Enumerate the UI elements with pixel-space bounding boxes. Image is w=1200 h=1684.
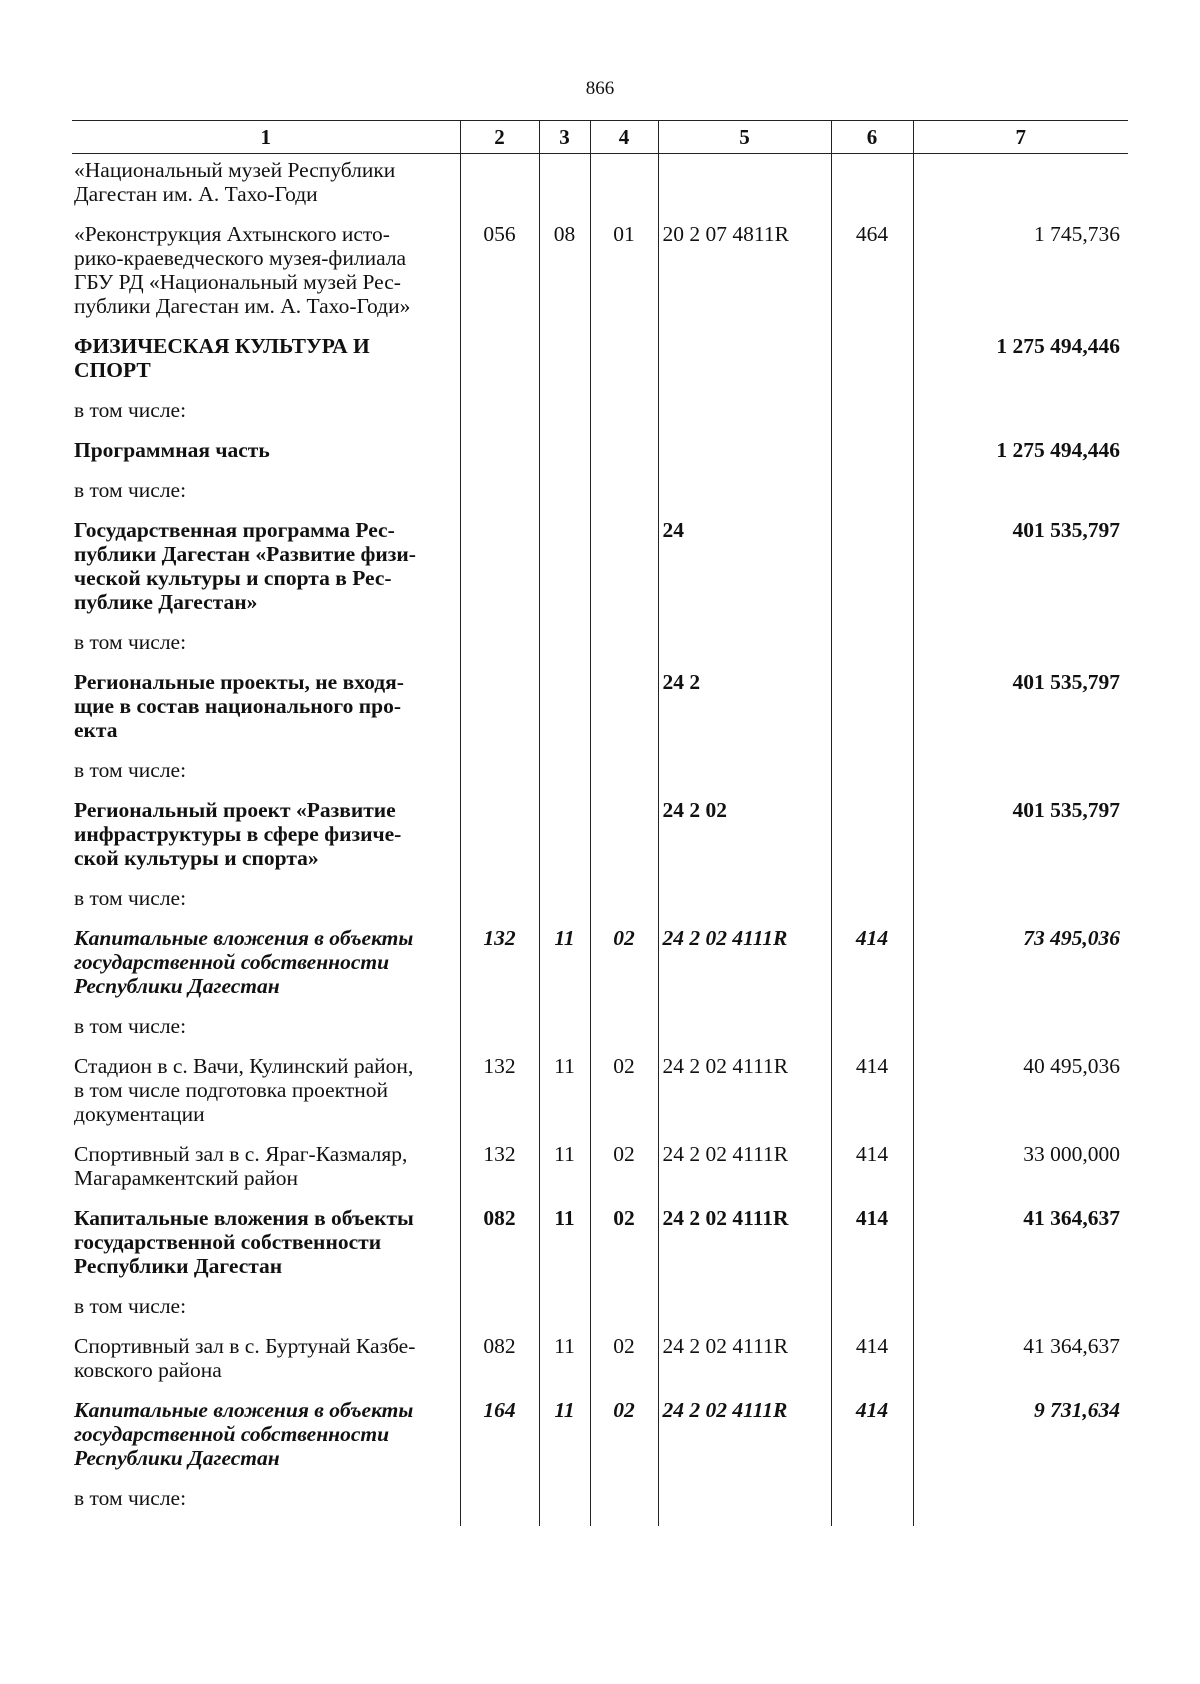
cell-amount <box>913 926 1128 1014</box>
cell-amount <box>913 438 1128 478</box>
cell-subsection <box>590 630 658 670</box>
cell-amount-text: 1 745,736 <box>1034 222 1120 246</box>
cell-expense-type <box>831 1206 913 1294</box>
cell-expense-type <box>831 518 913 630</box>
cell-subsection <box>590 758 658 798</box>
cell-amount <box>913 1294 1128 1334</box>
cell-amount <box>913 1014 1128 1054</box>
cell-expense-type <box>831 154 913 223</box>
cell-subsection-text: 02 <box>613 1334 635 1358</box>
cell-amount <box>913 1206 1128 1294</box>
cell-amount <box>913 886 1128 926</box>
row-label <box>72 154 460 223</box>
cell-target-article <box>658 1398 831 1486</box>
cell-ministry-code <box>460 798 539 886</box>
row-label-text: Региональный проект «Развитие инфраструктуры в сфере физиче- ской культуры и спорта» <box>74 798 402 870</box>
cell-expense-type <box>831 758 913 798</box>
table-row <box>72 670 1128 758</box>
cell-subsection-text: 02 <box>613 1206 635 1230</box>
cell-subsection-text: 02 <box>613 1398 635 1422</box>
cell-target-article <box>658 334 831 398</box>
cell-subsection <box>590 926 658 1014</box>
cell-target-article <box>658 398 831 438</box>
header-col-2: 2 <box>460 121 539 154</box>
cell-target-article <box>658 630 831 670</box>
cell-subsection <box>590 1206 658 1294</box>
cell-expense-type-text: 414 <box>855 926 889 950</box>
cell-section-text: 11 <box>554 1142 575 1166</box>
header-col-1: 1 <box>72 121 460 154</box>
cell-section <box>539 670 590 758</box>
cell-target-article <box>658 1142 831 1206</box>
cell-amount <box>913 398 1128 438</box>
header-col-7: 7 <box>913 121 1128 154</box>
row-label-text: в том числе: <box>74 758 187 782</box>
cell-expense-type-text: 414 <box>855 1334 889 1358</box>
cell-subsection <box>590 1334 658 1398</box>
cell-target-article-text: 24 2 02 4111R <box>662 1334 789 1358</box>
header-col-5: 5 <box>658 121 831 154</box>
cell-expense-type <box>831 1142 913 1206</box>
cell-subsection-text: 02 <box>613 1142 635 1166</box>
cell-ministry-code <box>460 1294 539 1334</box>
cell-section-text: 11 <box>554 926 575 950</box>
row-label-text: ФИЗИЧЕСКАЯ КУЛЬТУРА И СПОРТ <box>74 334 370 382</box>
row-label <box>72 334 460 398</box>
cell-ministry-code <box>460 630 539 670</box>
cell-ministry-code <box>460 1486 539 1526</box>
cell-target-article-text: 24 2 <box>662 670 701 694</box>
row-label <box>72 630 460 670</box>
row-label <box>72 670 460 758</box>
cell-target-article <box>658 1334 831 1398</box>
cell-amount <box>913 154 1128 223</box>
cell-amount-text: 33 000,000 <box>1023 1142 1120 1166</box>
row-label-text: Программная часть <box>74 438 270 462</box>
cell-ministry-code <box>460 1334 539 1398</box>
header-col-4: 4 <box>590 121 658 154</box>
cell-ministry-code <box>460 1054 539 1142</box>
row-label <box>72 222 460 334</box>
cell-expense-type <box>831 798 913 886</box>
cell-target-article-text: 24 2 02 4111R <box>662 1206 789 1230</box>
cell-subsection <box>590 334 658 398</box>
row-label-text: в том числе: <box>74 398 187 422</box>
cell-amount-text: 73 495,036 <box>1023 926 1120 950</box>
cell-ministry-code-text: 132 <box>483 1142 516 1166</box>
cell-expense-type-text: 464 <box>855 222 889 246</box>
row-label <box>72 758 460 798</box>
cell-amount-text: 401 535,797 <box>1012 670 1120 694</box>
row-label <box>72 1142 460 1206</box>
cell-expense-type <box>831 926 913 1014</box>
row-label <box>72 1334 460 1398</box>
cell-ministry-code <box>460 154 539 223</box>
cell-amount-text: 9 731,634 <box>1034 1398 1120 1422</box>
cell-target-article <box>658 1294 831 1334</box>
budget-table <box>72 120 1128 1526</box>
cell-amount <box>913 334 1128 398</box>
cell-ministry-code-text: 056 <box>483 222 516 246</box>
cell-section <box>539 518 590 630</box>
row-label <box>72 518 460 630</box>
cell-target-article <box>658 1054 831 1142</box>
cell-amount-text: 1 275 494,446 <box>996 438 1120 462</box>
cell-target-article <box>658 1206 831 1294</box>
cell-target-article <box>658 154 831 223</box>
cell-section <box>539 798 590 886</box>
cell-amount <box>913 1486 1128 1526</box>
cell-subsection <box>590 438 658 478</box>
cell-section-text: 11 <box>554 1334 575 1358</box>
table-row <box>72 478 1128 518</box>
row-label-text: «Национальный музей Республики Дагестан им. А. Тахо-Годи <box>74 158 396 206</box>
cell-target-article <box>658 518 831 630</box>
cell-target-article-text: 24 2 02 4111R <box>662 1142 789 1166</box>
table-row <box>72 334 1128 398</box>
cell-target-article <box>658 798 831 886</box>
cell-amount <box>913 670 1128 758</box>
cell-expense-type <box>831 886 913 926</box>
row-label-text: в том числе: <box>74 1294 187 1318</box>
cell-amount <box>913 1398 1128 1486</box>
row-label <box>72 1398 460 1486</box>
cell-target-article-text: 24 2 02 <box>662 798 727 822</box>
table-header <box>72 121 1128 154</box>
cell-amount <box>913 1334 1128 1398</box>
cell-section <box>539 222 590 334</box>
row-label-text: в том числе: <box>74 1486 187 1510</box>
cell-expense-type <box>831 670 913 758</box>
cell-ministry-code <box>460 886 539 926</box>
row-label <box>72 798 460 886</box>
cell-expense-type-text: 414 <box>855 1054 889 1078</box>
table-row <box>72 1398 1128 1486</box>
cell-ministry-code <box>460 478 539 518</box>
cell-amount-text: 401 535,797 <box>1012 518 1120 542</box>
row-label-text: в том числе: <box>74 630 187 654</box>
cell-expense-type <box>831 1054 913 1142</box>
cell-ministry-code <box>460 222 539 334</box>
cell-section-text: 11 <box>554 1398 575 1422</box>
cell-amount <box>913 518 1128 630</box>
row-label <box>72 438 460 478</box>
cell-section <box>539 886 590 926</box>
cell-section <box>539 758 590 798</box>
cell-ministry-code-text: 132 <box>483 926 516 950</box>
row-label <box>72 1206 460 1294</box>
cell-amount <box>913 1142 1128 1206</box>
cell-target-article <box>658 758 831 798</box>
row-label-text: Капитальные вложения в объекты государственной собственности Республики Дагестан <box>74 926 414 998</box>
cell-ministry-code <box>460 398 539 438</box>
cell-expense-type <box>831 222 913 334</box>
cell-amount <box>913 798 1128 886</box>
cell-section-text: 11 <box>554 1206 575 1230</box>
cell-amount <box>913 478 1128 518</box>
cell-section <box>539 1142 590 1206</box>
cell-amount-text: 40 495,036 <box>1023 1054 1120 1078</box>
cell-expense-type-text: 414 <box>855 1142 889 1166</box>
table-row <box>72 1014 1128 1054</box>
row-label-text: «Реконструкция Ахтынского исто- рико-краеведческого музея-филиала ГБУ РД «Национальный музей Рес- публики Дагестан им. А. Тахо-Годи» <box>74 222 411 318</box>
cell-subsection <box>590 1398 658 1486</box>
row-label-text: в том числе: <box>74 478 187 502</box>
cell-section <box>539 1398 590 1486</box>
header-col-6: 6 <box>831 121 913 154</box>
cell-ministry-code <box>460 758 539 798</box>
cell-expense-type <box>831 630 913 670</box>
cell-target-article-text: 24 2 02 4111R <box>662 1398 788 1422</box>
table-row <box>72 518 1128 630</box>
header-col-3: 3 <box>539 121 590 154</box>
row-label-text: Региональные проекты, не входя- щие в состав национального про- екта <box>74 670 404 742</box>
cell-target-article-text: 24 2 02 4111R <box>662 1054 789 1078</box>
cell-expense-type <box>831 1014 913 1054</box>
cell-ministry-code-text: 164 <box>483 1398 516 1422</box>
cell-ministry-code-text: 132 <box>483 1054 516 1078</box>
cell-subsection <box>590 478 658 518</box>
cell-section <box>539 438 590 478</box>
cell-section <box>539 1294 590 1334</box>
cell-section-text: 08 <box>553 222 576 246</box>
cell-target-article <box>658 886 831 926</box>
cell-section <box>539 478 590 518</box>
cell-target-article <box>658 926 831 1014</box>
table-row <box>72 758 1128 798</box>
cell-subsection-text: 02 <box>613 1054 635 1078</box>
cell-amount <box>913 1054 1128 1142</box>
cell-target-article <box>658 438 831 478</box>
cell-section <box>539 334 590 398</box>
cell-target-article-text: 24 <box>662 518 684 542</box>
table-row <box>72 798 1128 886</box>
cell-ministry-code <box>460 518 539 630</box>
cell-ministry-code <box>460 1142 539 1206</box>
row-label <box>72 478 460 518</box>
cell-subsection <box>590 1014 658 1054</box>
row-label <box>72 1054 460 1142</box>
cell-section <box>539 1334 590 1398</box>
cell-expense-type <box>831 478 913 518</box>
table-row <box>72 1486 1128 1526</box>
cell-ministry-code <box>460 1206 539 1294</box>
table-body <box>72 154 1128 1527</box>
cell-section-text: 11 <box>554 1054 575 1078</box>
row-label-text: в том числе: <box>74 886 187 910</box>
cell-target-article <box>658 478 831 518</box>
row-label-text: Капитальные вложения в объекты государственной собственности Республики Дагестан <box>74 1398 414 1470</box>
cell-expense-type <box>831 1334 913 1398</box>
cell-subsection <box>590 154 658 223</box>
table-row <box>72 886 1128 926</box>
cell-amount <box>913 758 1128 798</box>
row-label <box>72 886 460 926</box>
table-row <box>72 1054 1128 1142</box>
cell-section <box>539 630 590 670</box>
cell-amount-text: 1 275 494,446 <box>996 334 1120 358</box>
header-row <box>72 121 1128 154</box>
table-row <box>72 398 1128 438</box>
cell-expense-type <box>831 334 913 398</box>
cell-ministry-code-text: 082 <box>483 1334 516 1358</box>
table-row <box>72 438 1128 478</box>
table-row <box>72 630 1128 670</box>
row-label <box>72 926 460 1014</box>
cell-expense-type <box>831 438 913 478</box>
cell-subsection <box>590 222 658 334</box>
cell-subsection <box>590 886 658 926</box>
table-row <box>72 154 1128 223</box>
cell-target-article <box>658 222 831 334</box>
cell-section <box>539 154 590 223</box>
table-row <box>72 222 1128 334</box>
cell-section <box>539 398 590 438</box>
cell-subsection <box>590 1294 658 1334</box>
cell-section <box>539 1206 590 1294</box>
cell-expense-type <box>831 1398 913 1486</box>
cell-subsection <box>590 1054 658 1142</box>
cell-ministry-code-text: 082 <box>483 1206 516 1230</box>
cell-target-article <box>658 1486 831 1526</box>
cell-section <box>539 1486 590 1526</box>
cell-ministry-code <box>460 334 539 398</box>
page-number: 866 <box>585 78 615 99</box>
row-label-text: в том числе: <box>74 1014 187 1038</box>
cell-target-article-text: 20 2 07 4811R <box>662 222 789 246</box>
cell-subsection <box>590 670 658 758</box>
table-row <box>72 1206 1128 1294</box>
cell-section <box>539 1054 590 1142</box>
table-row <box>72 926 1128 1014</box>
cell-expense-type <box>831 1486 913 1526</box>
budget-table-container <box>72 120 1128 1548</box>
row-label-text: Спортивный зал в с. Яраг-Казмаляр, Магарамкентский район <box>74 1142 408 1190</box>
cell-ministry-code <box>460 1398 539 1486</box>
table-row <box>72 1142 1128 1206</box>
cell-target-article <box>658 670 831 758</box>
cell-amount-text: 41 364,637 <box>1023 1206 1120 1230</box>
table-row <box>72 1334 1128 1398</box>
cell-amount <box>913 630 1128 670</box>
row-label-text: Государственная программа Рес- публики Дагестан «Развитие физи- ческой культуры и спорта в Рес- публике Дагестан» <box>74 518 416 614</box>
cell-ministry-code <box>460 926 539 1014</box>
cell-subsection <box>590 1142 658 1206</box>
table-row <box>72 1294 1128 1334</box>
cell-section <box>539 926 590 1014</box>
cell-section <box>539 1014 590 1054</box>
row-label <box>72 398 460 438</box>
cell-target-article-text: 24 2 02 4111R <box>662 926 788 950</box>
cell-subsection <box>590 1486 658 1526</box>
row-label <box>72 1486 460 1526</box>
row-label-text: Капитальные вложения в объекты государственной собственности Республики Дагестан <box>74 1206 414 1278</box>
cell-amount-text: 41 364,637 <box>1023 1334 1120 1358</box>
cell-target-article <box>658 1014 831 1054</box>
cell-expense-type <box>831 1294 913 1334</box>
cell-ministry-code <box>460 1014 539 1054</box>
cell-amount-text: 401 535,797 <box>1012 798 1120 822</box>
cell-ministry-code <box>460 670 539 758</box>
cell-subsection <box>590 398 658 438</box>
cell-expense-type-text: 414 <box>855 1398 889 1422</box>
cell-subsection-text: 02 <box>613 926 635 950</box>
cell-expense-type <box>831 398 913 438</box>
row-label <box>72 1014 460 1054</box>
cell-amount <box>913 222 1128 334</box>
cell-ministry-code <box>460 438 539 478</box>
cell-subsection-text: 01 <box>613 222 635 246</box>
cell-subsection <box>590 798 658 886</box>
cell-subsection <box>590 518 658 630</box>
cell-expense-type-text: 414 <box>855 1206 889 1230</box>
row-label-text: Спортивный зал в с. Буртунай Казбе- ковского района <box>74 1334 416 1382</box>
row-label-text: Стадион в с. Вачи, Кулинский район, в том числе подготовка проектной документации <box>74 1054 414 1126</box>
row-label <box>72 1294 460 1334</box>
